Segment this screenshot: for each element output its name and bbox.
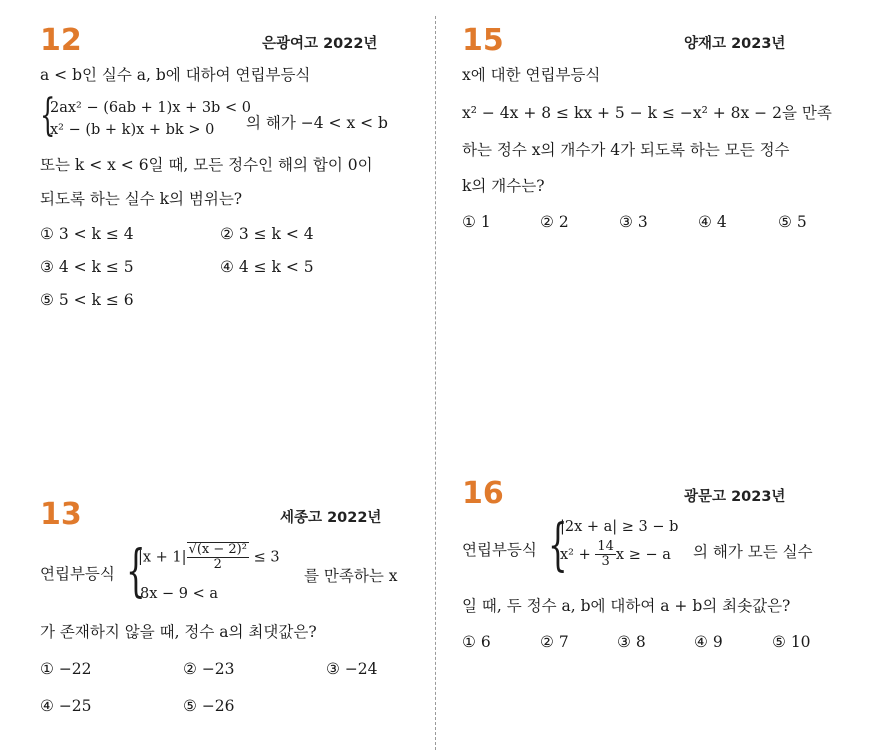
question-16-inequality-rhs: x ≥ − a: [615, 546, 671, 563]
question-15-line-3: 하는 정수 x의 개수가 4가 되도록 하는 모든 정수: [462, 141, 790, 159]
question-15-choice-3[interactable]: ③ 3: [619, 213, 648, 231]
question-13-line-2: 가 존재하지 않을 때, 정수 a의 최댓값은?: [40, 623, 317, 641]
question-13-fraction-numerator: √(x − 2)²: [188, 542, 247, 557]
question-12-line-4: 되도록 하는 실수 k의 범위는?: [40, 190, 243, 208]
question-16-system-row-1: |2x + a| ≥ 3 − b: [560, 519, 679, 535]
question-12-choice-1[interactable]: ① 3 < k ≤ 4: [40, 225, 134, 243]
column-divider: [435, 16, 436, 750]
question-15-line-2: x² − 4x + 8 ≤ kx + 5 − k ≤ −x² + 8x − 2을 만족: [462, 104, 832, 122]
question-12-choice-5[interactable]: ⑤ 5 < k ≤ 6: [40, 291, 134, 309]
question-15-choice-2[interactable]: ② 2: [540, 213, 569, 231]
question-16-choice-5[interactable]: ⑤ 10: [772, 633, 811, 651]
question-13-after-system: 를 만족하는 x: [304, 567, 398, 585]
question-13-choice-3[interactable]: ③ −24: [326, 660, 378, 678]
question-15-choice-5[interactable]: ⑤ 5: [778, 213, 807, 231]
question-13-number: 13: [40, 497, 82, 532]
question-12-after-system: 의 해가 −4 < x < b: [246, 114, 388, 132]
question-15-line-4: k의 개수는?: [462, 177, 545, 195]
brace-icon: {: [126, 539, 146, 604]
question-13-system-row-2: 8x − 9 < a: [140, 586, 219, 602]
question-15-number: 15: [462, 23, 504, 58]
question-15-choice-1[interactable]: ① 1: [462, 213, 491, 231]
question-16-after-system: 의 해가 모든 실수: [693, 543, 813, 561]
question-12-line-1: a < b인 실수 a, b에 대하여 연립부등식: [40, 66, 311, 84]
question-13-choice-4[interactable]: ④ −25: [40, 697, 92, 715]
brace-icon: {: [548, 513, 568, 578]
question-16-system: [548, 513, 848, 582]
brace-icon: {: [40, 90, 56, 141]
question-16-choice-4[interactable]: ④ 9: [694, 633, 723, 651]
question-16-fraction-denominator: 3: [601, 554, 610, 570]
question-12-choice-2[interactable]: ② 3 ≤ k < 4: [220, 225, 314, 243]
question-16-prefix: 연립부등식: [462, 541, 537, 559]
question-12-number: 12: [40, 23, 82, 58]
question-16-fraction-numerator: 14: [597, 539, 614, 554]
question-13-system-row-1: [138, 542, 280, 573]
question-16-choice-1[interactable]: ① 6: [462, 633, 491, 651]
question-13-choice-2[interactable]: ② −23: [183, 660, 235, 678]
question-13-fraction: [187, 542, 249, 573]
question-16-number: 16: [462, 476, 504, 511]
question-12-choice-3[interactable]: ③ 4 < k ≤ 5: [40, 258, 134, 276]
question-13-inequality-rhs: ≤ 3: [253, 549, 280, 566]
question-16-choice-3[interactable]: ③ 8: [617, 633, 646, 651]
question-12-system-row-1: 2ax² − (6ab + 1)x + 3b < 0: [50, 100, 251, 116]
question-16-choice-2[interactable]: ② 7: [540, 633, 569, 651]
question-13-school: 세종고 2022년: [280, 510, 382, 526]
question-13-system: [126, 540, 426, 606]
question-13-fraction-denominator: 2: [213, 557, 222, 573]
question-12-choice-4[interactable]: ④ 4 ≤ k < 5: [220, 258, 314, 276]
question-12-school: 은광여고 2022년: [262, 36, 378, 52]
question-13-choice-5[interactable]: ⑤ −26: [183, 697, 235, 715]
question-13-choice-1[interactable]: ① −22: [40, 660, 92, 678]
question-16-line-2: 일 때, 두 정수 a, b에 대하여 a + b의 최솟값은?: [462, 597, 791, 615]
question-15-choice-4[interactable]: ④ 4: [698, 213, 727, 231]
question-12-system-row-2: x² − (b + k)x + bk > 0: [50, 122, 215, 138]
question-16-system-row-2: [560, 540, 671, 570]
question-13-prefix: 연립부등식: [40, 565, 115, 583]
question-15-line-1: x에 대한 연립부등식: [462, 66, 601, 84]
question-15-school: 양재고 2023년: [684, 36, 786, 52]
question-16-square-term: x² +: [560, 546, 591, 563]
question-13-abs-term: |x + 1|: [138, 549, 187, 566]
question-16-fraction: [595, 540, 616, 570]
question-12-line-3: 또는 k < x < 6일 때, 모든 정수인 해의 합이 0이: [40, 156, 373, 174]
question-12-system: [40, 90, 430, 146]
question-16-school: 광문고 2023년: [684, 489, 786, 505]
